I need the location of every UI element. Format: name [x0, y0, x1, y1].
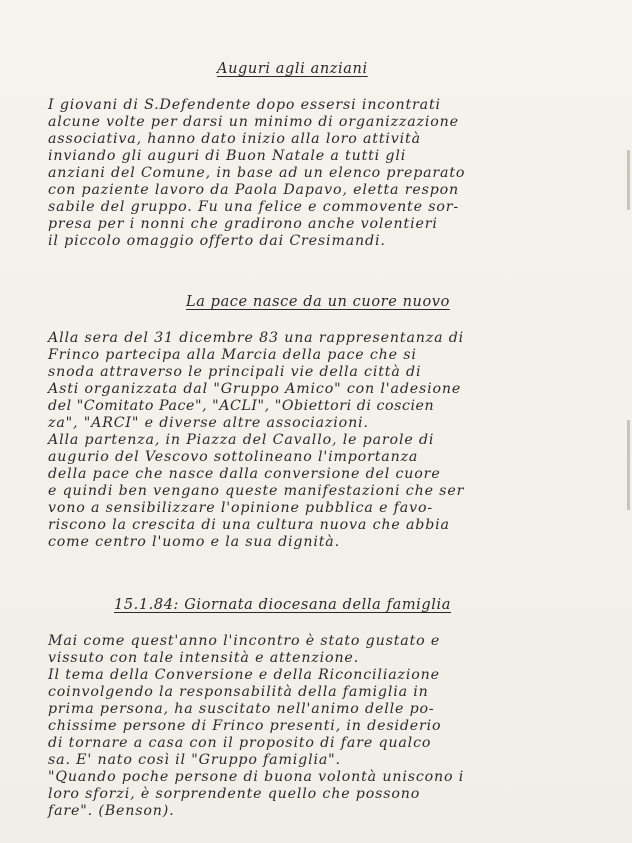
text-line: fare". (Benson). — [48, 803, 175, 819]
text-line: inviando gli auguri di Buon Natale a tutti gli — [48, 148, 407, 164]
text-line: sabile del gruppo. Fu una felice e commovente sor- — [48, 199, 460, 215]
text-line: Alla partenza, in Piazza del Cavallo, le parole di — [48, 432, 435, 448]
text-line: coinvolgendo la responsabilità della famiglia in — [48, 684, 429, 700]
text-line: Asti organizzata dal "Gruppo Amico" con l'adesione — [48, 381, 462, 397]
text-line: loro sforzi, è sorprendente quello che possono — [48, 786, 421, 802]
text-line: "Quando poche persone di buona volontà uniscono i — [48, 769, 465, 785]
text-line: il piccolo omaggio offerto dai Cresimandi. — [48, 233, 386, 249]
text-line: riscono la crescita di una cultura nuova che abbia — [48, 517, 450, 533]
text-line: con paziente lavoro da Paola Dapavo, eletta respon — [48, 182, 460, 198]
text-line: chissime persone di Frinco presenti, in desiderio — [48, 718, 442, 734]
text-line: augurio del Vescovo sottolineano l'importanza — [48, 449, 419, 465]
text-line: anziani del Comune, in base ad un elenco preparato — [48, 165, 466, 181]
text-line: della pace che nasce dalla conversione del cuore — [48, 466, 441, 482]
text-line: Frinco partecipa alla Marcia della pace che si — [48, 347, 417, 363]
text-line: sa. E' nato così il "Gruppo famiglia". — [48, 752, 341, 768]
text-line: Alla sera del 31 dicembre 83 una rappresentanza di — [48, 330, 465, 346]
text-line: za", "ARCI" e diverse altre associazioni. — [48, 415, 369, 431]
text-line: alcune volte per darsi un minimo di organizzazione — [48, 114, 459, 130]
text-line: associativa, hanno dato inizio alla loro attività — [48, 131, 421, 147]
text-line: prima persona, ha suscitato nell'animo delle po- — [48, 701, 435, 717]
page-edge-mark — [627, 420, 630, 510]
text-line: di tornare a casa con il proposito di fare qualco — [48, 735, 432, 751]
text-line: Il tema della Conversione e della Riconciliazione — [48, 667, 440, 683]
text-line: del "Comitato Pace", "ACLI", "Obiettori di coscien — [48, 398, 435, 414]
text-line: I giovani di S.Defendente dopo essersi incontrati — [48, 97, 441, 113]
section-title: La pace nasce da un cuore nuovo — [186, 294, 450, 310]
text-line: Mai come quest'anno l'incontro è stato gustato e — [48, 633, 441, 649]
text-line: presa per i nonni che gradirono anche volentieri — [48, 216, 438, 232]
text-line: come centro l'uomo e la sua dignità. — [48, 534, 340, 550]
section-title: 15.1.84: Giornata diocesana della famiglia — [114, 597, 452, 613]
text-line: snoda attraverso le principali vie della città di — [48, 364, 422, 380]
page-edge-mark — [627, 150, 630, 210]
section-title: Auguri agli anziani — [217, 61, 368, 77]
text-line: e quindi ben vengano queste manifestazioni che ser — [48, 483, 465, 499]
text-line: vissuto con tale intensità e attenzione. — [48, 650, 360, 666]
text-line: vono a sensibilizzare l'opinione pubblica e favo- — [48, 500, 433, 516]
